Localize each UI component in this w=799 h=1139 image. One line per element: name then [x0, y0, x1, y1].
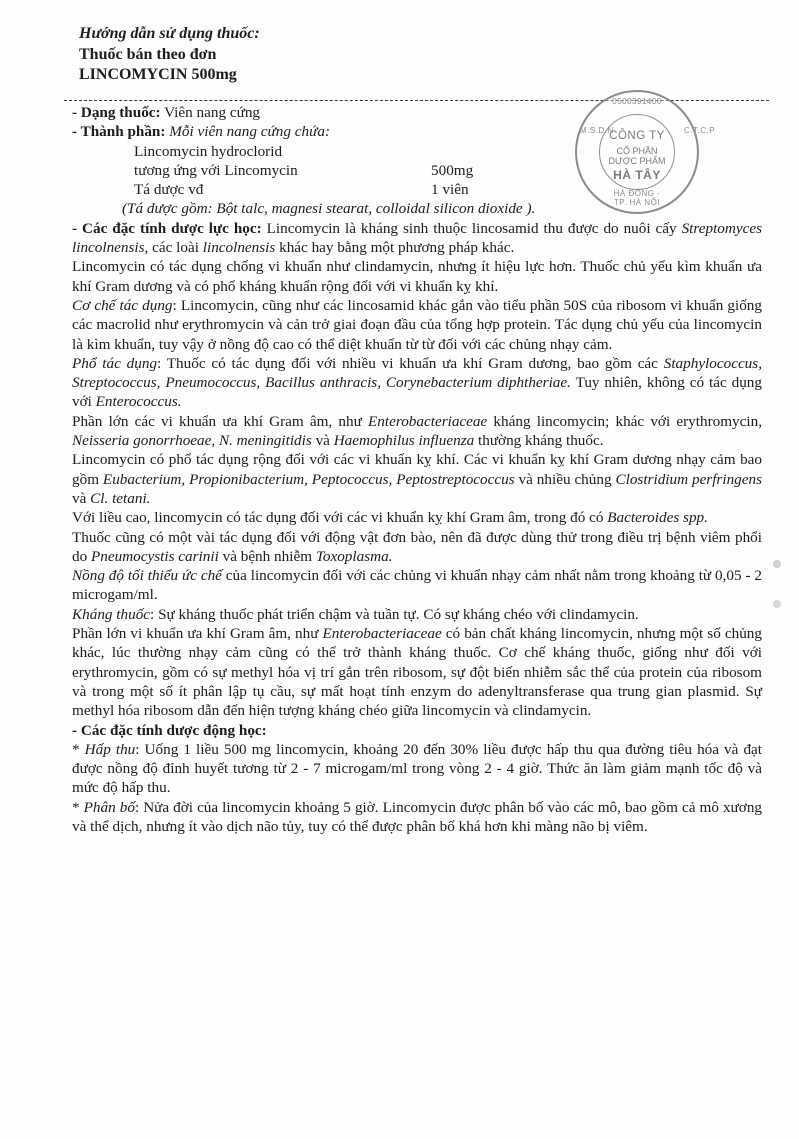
anaerobe-paragraph	[72, 450, 762, 508]
spectrum-organisms: Staphylococcus, Streptococcus, Pneumococcus, Bacillus anthracis, Corynebacterium diphtheriae.	[72, 354, 762, 392]
excipient-label: Tá dược vđ	[134, 181, 204, 199]
excipients-note: (Tá dược gồm: Bột talc, magnesi stearat, colloidal silicon dioxide ).	[122, 200, 536, 218]
dosage-value: Viên nang cứng	[160, 104, 261, 121]
mechanism-text: : Lincomycin, cũng như các lincosamid khác gắn vào tiểu phần 50S của ribosom vi khuẩn giống các macrolid như erythromycin và cản trở giai đoạn đầu của tổng hợp protein. Tác dụng chủ yếu của lincomycin là kìm khuẩn, tuy vậy ở nồng độ cao có thể diệt khuẩn từ từ đối với các chủng nhạy cảm.	[72, 296, 762, 353]
seal-line-3: DƯỢC PHẨM	[608, 156, 666, 166]
absorption-text: : Uống 1 liều 500 mg lincomycin, khoảng 20 đến 30% liều được hấp thu qua đường tiêu hóa và đạt được nồng độ đỉnh huyết tương từ 2 - 7 microgam/ml trong vòng 2 - 4 giờ. Thức ăn làm giảm mạnh tốc độ và mức độ hấp thu.	[72, 740, 763, 797]
gn-text: và	[311, 432, 334, 450]
pharmacodynamics-intro	[72, 219, 762, 258]
seal-line-1: CÔNG TY	[609, 130, 665, 142]
resistance-mechanism-paragraph	[72, 624, 762, 720]
excipient-amount: 1 viên	[431, 181, 469, 199]
gn-text: Phần lớn các vi khuẩn ưa khí Gram âm, như	[72, 412, 369, 430]
mic-paragraph	[72, 566, 762, 605]
bullet-star: *	[72, 798, 84, 816]
hd-text: Với liều cao, lincomycin có tác dụng đối với các vi khuẩn kỵ khí Gram âm, trong đó có	[72, 509, 608, 527]
seal-ring-right: C.T.C.P	[684, 126, 716, 135]
res-organism: Enterobacteriaceae	[322, 625, 442, 643]
gn-organism: Neisseria gonorrhoeae, N. meningitidis	[72, 432, 312, 450]
pharmacodynamics-label: - Các đặc tính dược lực học:	[72, 219, 262, 237]
gn-text: kháng lincomycin; khác với erythromycin,	[487, 412, 762, 430]
composition-line-1: Lincomycin hydroclorid	[134, 142, 283, 160]
company-seal	[575, 90, 716, 214]
an-text: và nhiều chủng	[514, 470, 616, 488]
spectrum-label: Phổ tác dụng	[72, 354, 158, 372]
gn-organism: Enterobacteriaceae	[368, 412, 488, 430]
resistance-label: Kháng thuốc	[72, 605, 151, 623]
spectrum-organisms: Enterococcus.	[95, 393, 182, 411]
seal-ring-top: 0500391400	[612, 97, 662, 106]
resistance-paragraph	[72, 605, 762, 624]
proto-organism: Pneumocystis carinii	[90, 547, 219, 565]
seal-line-2: CỔ PHẦN	[616, 146, 658, 156]
res-text: Phần lớn vi khuẩn ưa khí Gram âm, như	[72, 625, 323, 643]
resistance-text: : Sự kháng thuốc phát triển chậm và tuần tự. Có sự kháng chéo với clindamycin.	[150, 605, 639, 623]
an-organism: Cl. tetani.	[90, 489, 151, 507]
mic-label: Nồng độ tối thiểu ức chế	[72, 567, 222, 585]
distribution-text: : Nửa đời của lincomycin khoảng 5 giờ. Lincomycin được phân bố vào các mô, bao gồm cả mô xương và thể dịch, nhưng ít vào dịch não tủy, tuy có thể được phân bố khá hơn khi màng não bị viêm.	[72, 798, 763, 835]
prescription-label: Thuốc bán theo đơn	[79, 46, 217, 63]
pd-paragraph-2: Lincomycin có tác dụng chống vi khuẩn như clindamycin, nhưng ít hiệu lực hơn. Thuốc chủ yếu kìm khuẩn ưa khí Gram dương và có phổ kháng khuẩn rộng đối với vi khuẩn kỵ khí.	[72, 258, 762, 295]
document-body	[72, 103, 762, 836]
seal-line-4: HÀ TÂY	[613, 168, 661, 182]
distribution-paragraph	[72, 798, 762, 837]
gn-organism: Haemophilus influenza	[333, 432, 475, 450]
proto-text: Thuốc cũng có một vài tác dụng đối với động vật đơn bào, nên đã được dùng thử trong điều trị bệnh viêm phổi do	[72, 528, 762, 565]
pd-organism: Streptomyces lincolnensis,	[72, 219, 762, 257]
an-organism: Clostridium perfringens	[615, 470, 762, 488]
composition-label: - Thành phần:	[72, 123, 166, 141]
scan-mark	[773, 560, 781, 568]
seal-ring-left: M.S.D.N	[580, 126, 614, 135]
spectrum-text: : Thuốc có tác dụng đối với nhiều vi khuẩn ưa khí Gram dương, bao gồm các	[157, 354, 664, 372]
an-organism: Eubacterium, Propionibacterium, Peptococcus, Peptostreptococcus	[102, 470, 515, 488]
spectrum-paragraph	[72, 354, 762, 412]
seal-ring-bottom: HÀ ĐÔNG - TP. HÀ NỘI	[613, 189, 661, 207]
gn-text: thường kháng thuốc.	[474, 432, 604, 450]
composition-ingredient: tương ứng với Lincomycin	[134, 161, 298, 179]
res-text: có bản chất kháng lincomycin, nhưng một số chủng khác, lúc thường nhạy cảm cũng có thể trở thành kháng thuốc. Cơ chế kháng thuốc, giống như đối với erythromycin, gồm có sự methyl hóa vị trí gắn trên ribosom, sự đột biến nhiễm sắc thể của protein của ribosom và trong một số ít phân lập tụ cầu, sự mất hoạt tính enzym do adenyltransferase qua trung gian plasmid. Sự methyl hóa ribosom dẫn đến hiện tượng kháng chéo giữa lincomycin và clindamycin.	[72, 625, 762, 720]
pd-organism: lincolnensis	[202, 239, 276, 257]
an-text: và	[72, 489, 91, 507]
guide-heading: Hướng dẫn sử dụng thuốc:	[79, 25, 260, 42]
composition-amount: 500mg	[431, 161, 474, 179]
an-text: Lincomycin có phổ tác dụng rộng đối với các vi khuẩn kỵ khí. Các vi khuẩn kỵ khí Gram dương nhạy cảm bao gồm	[72, 451, 762, 488]
absorption-label: Hấp thu	[84, 740, 136, 758]
distribution-label: Phân bố	[83, 798, 135, 816]
proto-organism: Toxoplasma.	[315, 547, 393, 565]
protozoa-paragraph	[72, 528, 762, 567]
pd-text: các loài	[148, 239, 203, 257]
seal-line-2-3	[577, 146, 697, 166]
proto-text: và bệnh nhiễm	[218, 547, 316, 565]
mic-text: của lincomycin đối với các chủng vi khuẩn nhạy cảm nhất nằm trong khoảng từ 0,05 - 2 microgam/ml.	[72, 567, 762, 604]
mechanism-paragraph	[72, 296, 762, 354]
composition-value: Mỗi viên nang cứng chứa:	[165, 123, 331, 141]
pd-text: khác hay bằng một phương pháp khác.	[275, 239, 515, 257]
hd-organism: Bacteroides spp.	[607, 509, 708, 527]
bullet-star: *	[72, 740, 85, 758]
product-title: LINCOMYCIN 500mg	[79, 66, 237, 83]
scan-mark	[773, 600, 781, 608]
spectrum-text: Tuy nhiên, không có tác dụng với	[72, 374, 762, 411]
pd-text: Lincomycin là kháng sinh thuộc lincosamid thu được do nuôi cấy	[261, 219, 682, 237]
absorption-paragraph	[72, 740, 762, 798]
high-dose-paragraph	[72, 508, 762, 527]
dosage-label: - Dạng thuốc:	[72, 104, 161, 121]
gram-negative-paragraph	[72, 412, 762, 451]
pharmacokinetics-label: - Các đặc tính dược động học:	[72, 721, 267, 739]
mechanism-label: Cơ chế tác dụng	[72, 296, 173, 314]
